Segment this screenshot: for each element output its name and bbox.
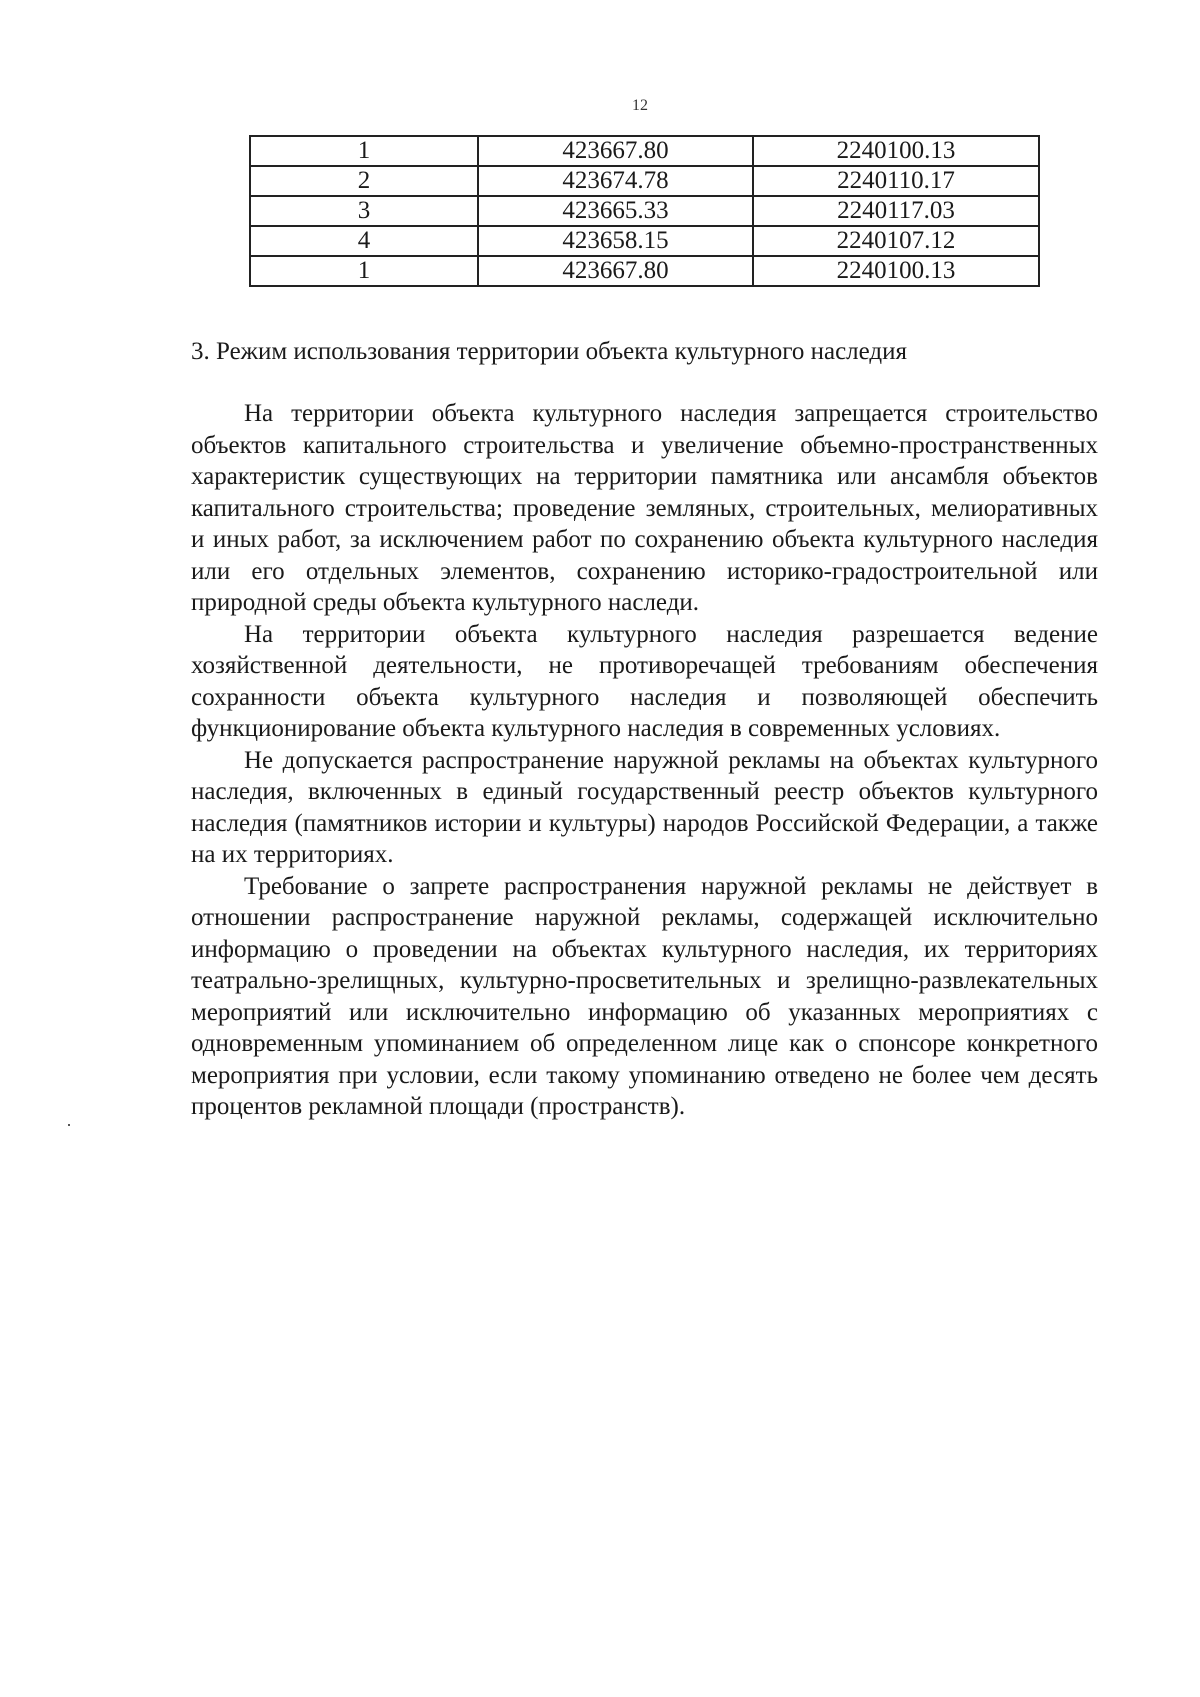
scan-speck — [68, 1124, 70, 1126]
y-coordinate-cell: 2240117.03 — [753, 196, 1039, 226]
y-coordinate-cell: 2240110.17 — [753, 166, 1039, 196]
table-row — [250, 136, 1039, 166]
x-coordinate-cell: 423667.80 — [478, 256, 753, 286]
point-number-cell: 3 — [250, 196, 478, 226]
section-heading: 3. Режим использования территории объекта культурного наследия — [191, 338, 908, 365]
table-row — [250, 166, 1039, 196]
y-coordinate-cell: 2240107.12 — [753, 226, 1039, 256]
y-coordinate-cell: 2240100.13 — [753, 256, 1039, 286]
paragraph-prohibitions: На территории объекта культурного наследия запрещается строительство объектов капитального строительства и увеличение объемно-пространственных характеристик существующих на территории памятника или ансамбля объектов капитального строительства; проведение земляных, строительных, мелиоративных и иных работ, за исключением работ по сохранению объекта культурного наследия или его отдельных элементов, сохранению историко-градостроительной или природной среды объекта культурного наследи. — [191, 400, 1098, 616]
paragraph-advertising-ban: Не допускается распространение наружной рекламы на объектах культурного наследия, включенных в единый государственный реестр объектов культурного наследия (памятников истории и культуры) народов Российской Федерации, а также на их территориях. — [191, 746, 1098, 868]
table-row — [250, 196, 1039, 226]
page-number: 12 — [632, 97, 648, 114]
x-coordinate-cell: 423667.80 — [478, 136, 753, 166]
point-number-cell: 4 — [250, 226, 478, 256]
x-coordinate-cell: 423674.78 — [478, 166, 753, 196]
y-coordinate-cell: 2240100.13 — [753, 136, 1039, 166]
paragraph-permitted-activity: На территории объекта культурного наследия разрешается ведение хозяйственной деятельности, не противоречащей требованиям обеспечения сохранности объекта культурного наследия и позволяющей обеспечить функционирование объекта культурного наследия в современных условиях. — [191, 620, 1098, 742]
x-coordinate-cell: 423658.15 — [478, 226, 753, 256]
table-row — [250, 256, 1039, 286]
paragraph-advertising-exception: Требование о запрете распространения наружной рекламы не действует в отношении распространение наружной рекламы, содержащей исключительно информацию о проведении на объектах культурного наследия, их территориях театрально-зрелищных, культурно-просветительных и зрелищно-развлекательных мероприятий или исключительно информацию об указанных мероприятиях с одновременным упоминанием об определенном лице как о спонсоре конкретного мероприятия при условии, если такому упоминанию отведено не более чем десять процентов рекламной площади (пространств). — [191, 872, 1098, 1120]
point-number-cell: 2 — [250, 166, 478, 196]
point-number-cell: 1 — [250, 256, 478, 286]
table-row — [250, 226, 1039, 256]
section-body — [191, 398, 1098, 1123]
point-number-cell: 1 — [250, 136, 478, 166]
x-coordinate-cell: 423665.33 — [478, 196, 753, 226]
coordinates-table — [249, 135, 1040, 287]
